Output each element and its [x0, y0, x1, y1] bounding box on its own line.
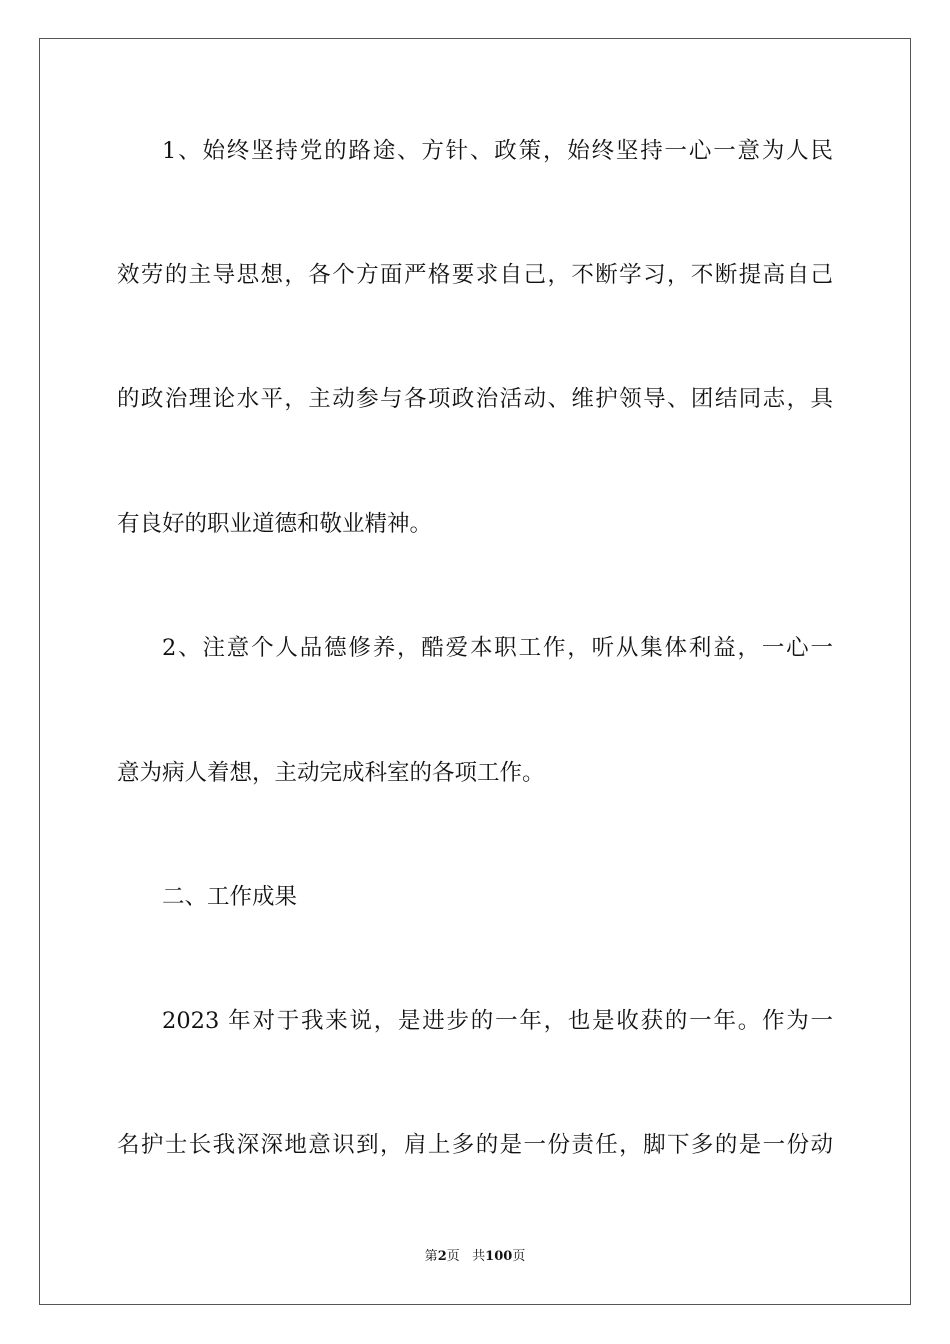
page-frame [39, 38, 911, 1305]
body-line-6: 意为病人着想，主动完成科室的各项工作。 [117, 760, 545, 786]
footer-page-suffix: 页 [446, 1249, 460, 1264]
body-line-2: 效劳的主导思想，各个方面严格要求自己，不断学习，不断提高自己 [117, 262, 833, 288]
body-line-1: 1、始终坚持党的路途、方针、政策，始终坚持一心一意为人民 [162, 138, 833, 164]
body-line-5: 2、注意个人品德修养，酷爱本职工作，听从集体利益，一心一 [162, 635, 833, 661]
footer-page-prefix: 第 [424, 1249, 438, 1264]
footer-total-suffix: 页 [512, 1249, 526, 1264]
body-line-4: 有良好的职业道德和敬业精神。 [117, 511, 433, 537]
footer-total-prefix: 共 [472, 1249, 486, 1264]
footer-total-pages: 100 [485, 1249, 513, 1264]
footer-page-number: 2 [437, 1249, 447, 1264]
body-line-3: 的政治理论水平，主动参与各项政治活动、维护领导、团结同志，具 [117, 386, 833, 412]
section-heading: 二、工作成果 [162, 884, 298, 910]
page-footer [0, 1248, 950, 1266]
body-line-7: 2023 年对于我来说，是进步的一年，也是收获的一年。作为一 [162, 1008, 833, 1034]
body-line-8: 名护士长我深深地意识到，肩上多的是一份责任，脚下多的是一份动 [117, 1132, 833, 1158]
